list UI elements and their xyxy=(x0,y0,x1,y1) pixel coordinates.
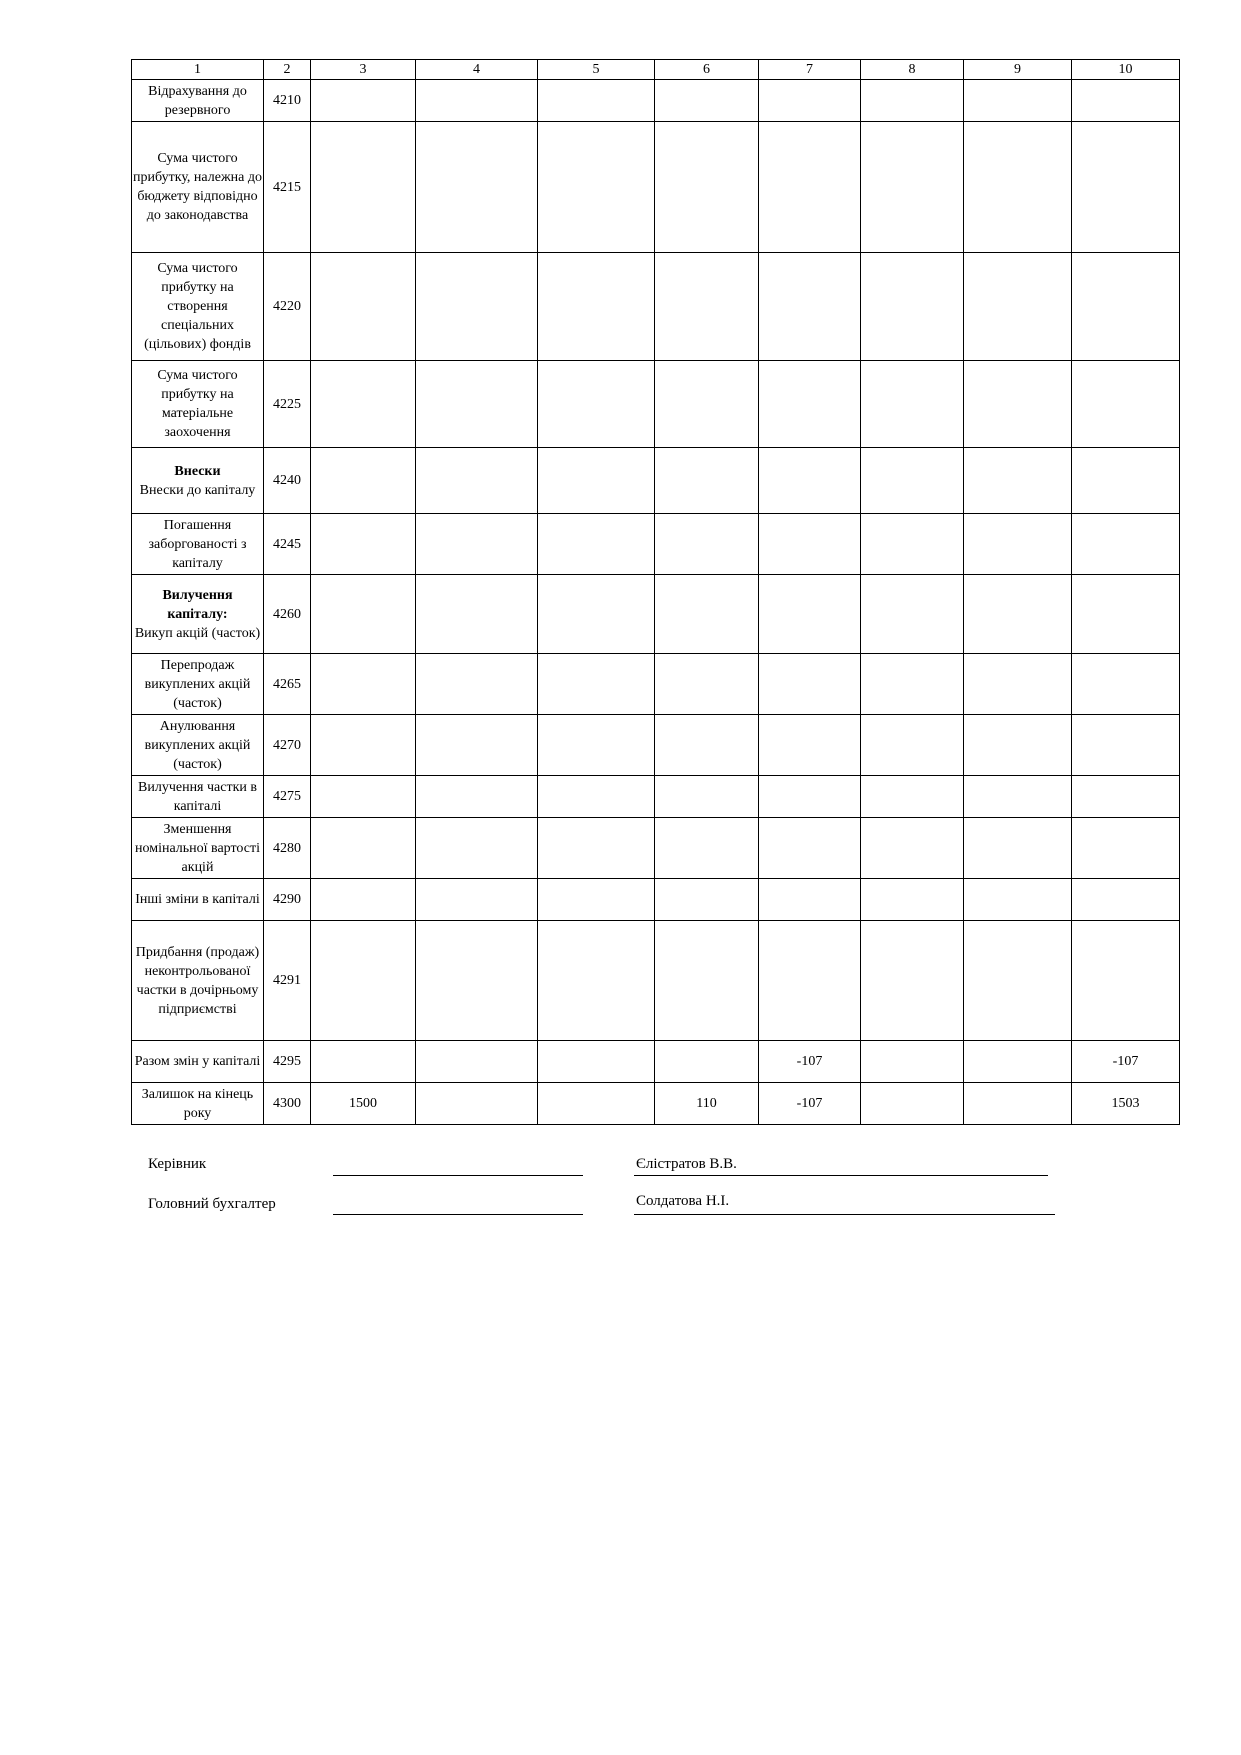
cell xyxy=(1072,879,1180,921)
cell xyxy=(759,514,861,575)
cell xyxy=(311,80,416,122)
row-code: 4260 xyxy=(264,575,311,654)
table-row xyxy=(132,921,1180,1041)
cell xyxy=(964,654,1072,715)
director-name-line xyxy=(634,1175,1048,1176)
row-code: 4240 xyxy=(264,448,311,514)
cell xyxy=(416,575,538,654)
cell xyxy=(861,1083,964,1125)
cell xyxy=(1072,921,1180,1041)
row-code: 4265 xyxy=(264,654,311,715)
director-label: Керівник xyxy=(148,1156,207,1172)
row-label-text: Викуп акцій (часток) xyxy=(134,625,261,641)
director-name: Єлістратов В.В. xyxy=(636,1156,737,1172)
cell xyxy=(416,1083,538,1125)
row-label: Сума чистого прибутку на створення спеціальних (цільових) фондів xyxy=(132,253,264,361)
cell xyxy=(416,879,538,921)
section-heading: Внески xyxy=(174,463,221,479)
cell xyxy=(759,715,861,776)
cell xyxy=(416,514,538,575)
cell xyxy=(655,361,759,448)
cell xyxy=(759,575,861,654)
cell xyxy=(759,818,861,879)
row-label: Відрахування до резервного xyxy=(132,80,264,122)
cell xyxy=(861,1041,964,1083)
cell xyxy=(311,122,416,253)
cell xyxy=(538,1041,655,1083)
row-label: Перепродаж викуплених акцій (часток) xyxy=(132,654,264,715)
cell xyxy=(759,361,861,448)
column-number: 3 xyxy=(311,60,416,80)
table-row-closing-balance xyxy=(132,1083,1180,1125)
cell xyxy=(964,122,1072,253)
row-label: Вилучення частки в капіталі xyxy=(132,776,264,818)
cell xyxy=(861,921,964,1041)
column-number: 2 xyxy=(264,60,311,80)
cell xyxy=(538,818,655,879)
section-heading: Вилучення капіталу: xyxy=(162,587,233,622)
row-code: 4291 xyxy=(264,921,311,1041)
row-label: Разом змін у капіталі xyxy=(132,1041,264,1083)
cell xyxy=(964,514,1072,575)
cell xyxy=(1072,80,1180,122)
cell xyxy=(861,80,964,122)
cell xyxy=(311,1041,416,1083)
chief-accountant-name-line xyxy=(634,1214,1055,1215)
row-code: 4215 xyxy=(264,122,311,253)
cell xyxy=(416,448,538,514)
cell xyxy=(1072,818,1180,879)
row-label: Погашення заборгованості з капіталу xyxy=(132,514,264,575)
chief-accountant-name: Солдатова Н.І. xyxy=(636,1193,730,1209)
cell xyxy=(964,921,1072,1041)
cell xyxy=(311,921,416,1041)
cell xyxy=(1072,448,1180,514)
row-label xyxy=(132,575,264,654)
row-code: 4295 xyxy=(264,1041,311,1083)
row-label: Сума чистого прибутку, належна до бюджету відповідно до законодавства xyxy=(132,122,264,253)
column-number: 9 xyxy=(964,60,1072,80)
cell xyxy=(861,122,964,253)
cell: -107 xyxy=(759,1083,861,1125)
cell xyxy=(311,575,416,654)
cell xyxy=(416,361,538,448)
cell xyxy=(538,654,655,715)
cell xyxy=(416,921,538,1041)
cell xyxy=(964,818,1072,879)
cell xyxy=(1072,654,1180,715)
cell xyxy=(861,715,964,776)
row-label: Залишок на кінець року xyxy=(132,1083,264,1125)
row-code: 4280 xyxy=(264,818,311,879)
cell xyxy=(655,514,759,575)
row-label: Зменшення номінальної вартості акцій xyxy=(132,818,264,879)
cell xyxy=(538,921,655,1041)
chief-accountant-signature-line xyxy=(333,1214,583,1215)
cell xyxy=(655,818,759,879)
equity-changes-table xyxy=(131,59,1180,1125)
cell xyxy=(759,253,861,361)
cell xyxy=(655,80,759,122)
cell xyxy=(416,253,538,361)
cell xyxy=(759,879,861,921)
cell xyxy=(311,448,416,514)
cell xyxy=(655,1041,759,1083)
cell xyxy=(964,715,1072,776)
row-label xyxy=(132,448,264,514)
table-row xyxy=(132,654,1180,715)
cell xyxy=(655,776,759,818)
cell xyxy=(416,654,538,715)
row-code: 4210 xyxy=(264,80,311,122)
cell xyxy=(538,776,655,818)
cell xyxy=(311,776,416,818)
cell xyxy=(964,776,1072,818)
cell xyxy=(311,361,416,448)
row-label: Інші зміни в капіталі xyxy=(132,879,264,921)
cell xyxy=(416,715,538,776)
cell xyxy=(964,80,1072,122)
cell xyxy=(861,448,964,514)
table-row-total-changes xyxy=(132,1041,1180,1083)
cell xyxy=(861,575,964,654)
cell xyxy=(1072,253,1180,361)
cell xyxy=(861,514,964,575)
cell xyxy=(416,1041,538,1083)
cell xyxy=(416,776,538,818)
table-row xyxy=(132,253,1180,361)
cell xyxy=(759,776,861,818)
cell xyxy=(655,715,759,776)
cell xyxy=(655,575,759,654)
cell xyxy=(416,122,538,253)
cell xyxy=(759,80,861,122)
row-label: Придбання (продаж) неконтрольованої частки в дочірньому підприємстві xyxy=(132,921,264,1041)
table-row xyxy=(132,448,1180,514)
column-number-row xyxy=(132,60,1180,80)
cell: 1500 xyxy=(311,1083,416,1125)
cell xyxy=(538,514,655,575)
cell xyxy=(538,1083,655,1125)
table-row xyxy=(132,361,1180,448)
cell xyxy=(311,514,416,575)
cell xyxy=(1072,776,1180,818)
cell xyxy=(861,879,964,921)
table-row xyxy=(132,776,1180,818)
cell xyxy=(861,361,964,448)
cell xyxy=(655,253,759,361)
cell xyxy=(964,1041,1072,1083)
row-code: 4225 xyxy=(264,361,311,448)
cell xyxy=(311,253,416,361)
cell xyxy=(538,80,655,122)
cell: 110 xyxy=(655,1083,759,1125)
cell xyxy=(311,818,416,879)
cell xyxy=(964,1083,1072,1125)
row-label: Сума чистого прибутку на матеріальне заохочення xyxy=(132,361,264,448)
cell xyxy=(964,879,1072,921)
cell xyxy=(655,879,759,921)
table-row xyxy=(132,514,1180,575)
row-label: Анулювання викуплених акцій (часток) xyxy=(132,715,264,776)
cell xyxy=(759,122,861,253)
cell xyxy=(311,654,416,715)
row-code: 4270 xyxy=(264,715,311,776)
column-number: 4 xyxy=(416,60,538,80)
cell xyxy=(538,879,655,921)
cell xyxy=(861,776,964,818)
table-row xyxy=(132,879,1180,921)
column-number: 1 xyxy=(132,60,264,80)
row-code: 4220 xyxy=(264,253,311,361)
cell xyxy=(655,122,759,253)
cell: -107 xyxy=(759,1041,861,1083)
cell xyxy=(759,654,861,715)
cell xyxy=(538,122,655,253)
cell: -107 xyxy=(1072,1041,1180,1083)
cell xyxy=(538,575,655,654)
cell xyxy=(416,818,538,879)
cell xyxy=(416,80,538,122)
column-number: 8 xyxy=(861,60,964,80)
cell xyxy=(538,361,655,448)
table-row xyxy=(132,575,1180,654)
cell xyxy=(655,921,759,1041)
cell xyxy=(759,921,861,1041)
chief-accountant-label: Головний бухгалтер xyxy=(148,1196,276,1212)
column-number: 10 xyxy=(1072,60,1180,80)
cell xyxy=(655,448,759,514)
cell xyxy=(861,253,964,361)
cell xyxy=(538,715,655,776)
row-code: 4245 xyxy=(264,514,311,575)
cell: 1503 xyxy=(1072,1083,1180,1125)
cell xyxy=(964,253,1072,361)
cell xyxy=(1072,514,1180,575)
cell xyxy=(311,715,416,776)
table-row xyxy=(132,715,1180,776)
cell xyxy=(655,654,759,715)
table-row xyxy=(132,818,1180,879)
cell xyxy=(964,361,1072,448)
cell xyxy=(311,879,416,921)
table-row xyxy=(132,80,1180,122)
row-code: 4290 xyxy=(264,879,311,921)
cell xyxy=(861,818,964,879)
cell xyxy=(861,654,964,715)
column-number: 7 xyxy=(759,60,861,80)
column-number: 6 xyxy=(655,60,759,80)
cell xyxy=(1072,361,1180,448)
row-code: 4300 xyxy=(264,1083,311,1125)
column-number: 5 xyxy=(538,60,655,80)
cell xyxy=(1072,715,1180,776)
row-code: 4275 xyxy=(264,776,311,818)
cell xyxy=(1072,122,1180,253)
table-row xyxy=(132,122,1180,253)
cell xyxy=(759,448,861,514)
cell xyxy=(964,448,1072,514)
cell xyxy=(538,253,655,361)
row-label-text: Внески до капіталу xyxy=(139,482,256,498)
cell xyxy=(1072,575,1180,654)
director-signature-line xyxy=(333,1175,583,1176)
cell xyxy=(538,448,655,514)
cell xyxy=(964,575,1072,654)
